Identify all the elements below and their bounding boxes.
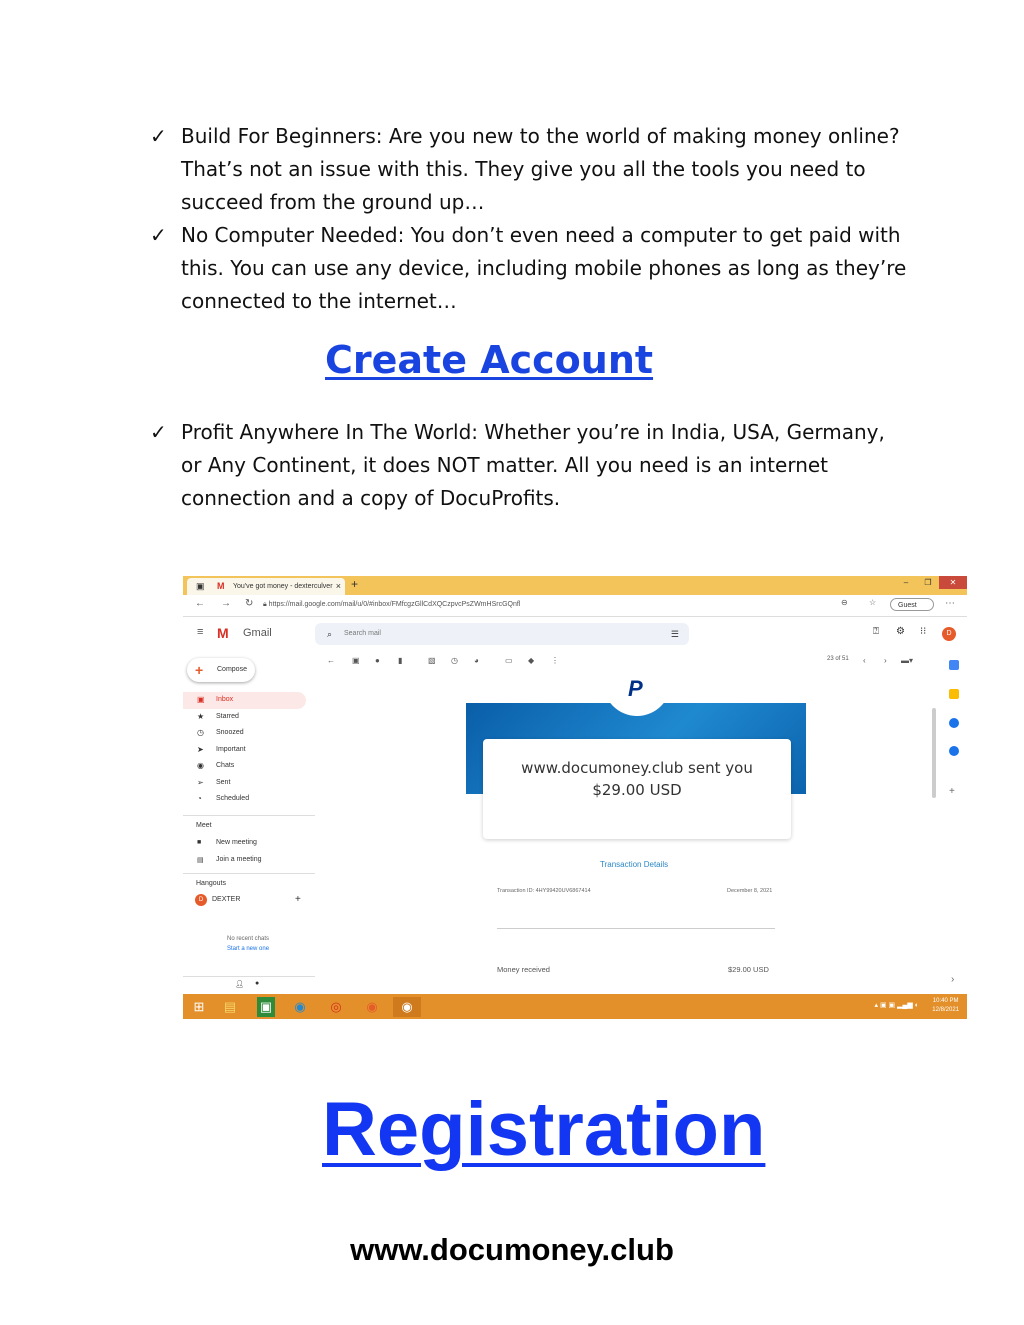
payment-card [483, 739, 791, 839]
url-text: https://mail.google.com/mail/u/0/#inbox/FMfcgzGllCdXQCzpvcPsZWmHSrcGQnfl [268, 601, 521, 608]
sidebar-item-inbox[interactable] [183, 692, 306, 709]
feature-text: Build For Beginners: Are you new to the world of making money online? That’s not an issue with this. They give you all the tools you need to succeed from the ground up… [181, 124, 900, 214]
back-icon[interactable]: ← [195, 598, 205, 609]
start-chat-link[interactable]: Start a new one [227, 946, 270, 952]
address-bar [183, 595, 967, 617]
transaction-id: Transaction ID: 4HY99420UV6867414 [497, 888, 591, 894]
important-icon: ➤ [197, 744, 204, 754]
window-close-icon[interactable]: ✕ [939, 576, 967, 589]
mark-unread-icon[interactable]: ▧ [428, 656, 436, 665]
next-page-icon[interactable]: › [884, 656, 887, 665]
gmail-logo-icon[interactable]: M [217, 625, 229, 641]
create-account-link[interactable]: Create Account [325, 338, 654, 382]
guest-profile-button[interactable] [890, 598, 934, 611]
add-task-icon[interactable]: ◕ [474, 656, 479, 665]
prev-page-icon[interactable]: ‹ [863, 656, 866, 665]
move-icon[interactable]: ▭ [505, 656, 513, 665]
gear-icon[interactable]: ⚙ [896, 626, 905, 637]
keyboard-icon: ▤ [197, 857, 204, 864]
no-chats-text: No recent chats [227, 936, 270, 942]
zoom-icon[interactable]: ⊖ [841, 598, 848, 607]
tab-icon: ▣ [196, 581, 205, 591]
favorites-icon[interactable]: ☆ [869, 598, 877, 607]
website-url: www.documoney.club [350, 1232, 674, 1267]
refresh-icon[interactable]: ↻ [245, 598, 254, 609]
edge-active-icon[interactable]: ◉ [393, 997, 421, 1017]
new-tab-icon[interactable]: + [351, 577, 359, 591]
sidebar [183, 692, 315, 808]
gmail-header [183, 617, 967, 651]
browser-tab[interactable] [187, 578, 345, 595]
menu-icon[interactable]: ≡ [197, 626, 204, 638]
gmail-m-icon: M [217, 581, 225, 591]
search-placeholder: Search mail [344, 630, 381, 637]
join-meeting-link[interactable]: Join a meeting [216, 856, 262, 863]
avatar[interactable]: D [942, 627, 956, 641]
feature-list-top [148, 120, 908, 318]
contacts-icon[interactable] [949, 746, 959, 756]
archive-icon[interactable]: ▣ [352, 656, 360, 665]
expand-panel-icon[interactable]: › [951, 974, 955, 985]
tasks-icon[interactable] [949, 718, 959, 728]
chat-icon: ◉ [197, 761, 204, 770]
file-explorer-icon[interactable]: ▤ [223, 999, 237, 1014]
close-tab-icon[interactable]: × [335, 581, 341, 591]
email-toolbar [323, 656, 933, 672]
plus-icon: + [195, 662, 204, 678]
search-icon[interactable]: ⌕ [327, 629, 333, 639]
send-icon: ➢ [197, 777, 204, 787]
add-chat-icon[interactable]: + [295, 894, 301, 905]
divider [183, 873, 315, 874]
clock-date: 12/8/2021 [932, 1007, 959, 1013]
window-controls [895, 576, 967, 589]
divider [497, 928, 775, 929]
person-icon[interactable]: 👤︎ [235, 981, 244, 988]
checkmark-icon: ✓ [150, 223, 167, 247]
chrome-icon[interactable]: ◎ [330, 999, 342, 1014]
sidebar-item-sent[interactable] [183, 775, 315, 792]
maximize-icon[interactable]: ❐ [924, 578, 932, 587]
sender-line: www.documoney.club sent you [521, 759, 753, 777]
paypal-logo-icon: P [628, 676, 643, 701]
transaction-details-link[interactable]: Transaction Details [600, 860, 669, 869]
calendar-icon[interactable] [949, 660, 959, 670]
input-tools-icon[interactable]: ▬▾ [901, 656, 914, 665]
new-meeting-link[interactable]: New meeting [216, 839, 257, 846]
lock-icon: 🔒︎ [263, 601, 269, 608]
sidebar-item-snoozed[interactable] [183, 725, 315, 742]
inbox-icon: ▣ [197, 695, 205, 704]
windows-start-icon[interactable]: ⊞ [193, 999, 205, 1014]
hangouts-avatar[interactable]: D [195, 894, 207, 906]
hangouts-user[interactable]: DEXTER [212, 896, 241, 903]
divider [183, 976, 315, 977]
sidebar-item-important[interactable] [183, 742, 315, 759]
compose-label: Compose [217, 666, 247, 673]
sidebar-item-chats[interactable] [183, 758, 315, 775]
keep-icon[interactable] [949, 689, 959, 699]
sidebar-item-label: Sent [216, 778, 231, 786]
list-item [148, 120, 908, 219]
scrollbar[interactable] [932, 708, 936, 798]
delete-icon[interactable]: ▮ [398, 656, 403, 665]
clock-time: 10:40 PM [932, 998, 959, 1004]
url-field[interactable] [263, 598, 843, 612]
guest-label: Guest [898, 602, 917, 609]
list-item [148, 219, 908, 318]
sidebar-item-scheduled[interactable] [183, 791, 315, 808]
edge-icon[interactable]: ◉ [294, 999, 306, 1014]
sidebar-item-label: Scheduled [216, 795, 250, 802]
divider [183, 815, 315, 816]
amount-line: $29.00 USD [592, 781, 682, 799]
chat-bubble-icon[interactable]: ● [255, 980, 260, 987]
checkmark-icon: ✓ [150, 420, 167, 444]
help-icon[interactable]: ⍰ [873, 626, 879, 637]
star-icon: ★ [197, 711, 205, 721]
sidebar-item-label: Important [216, 745, 246, 753]
sidebar-item-label: Inbox [216, 696, 234, 703]
tab-title: You've got money - dexterculver [233, 583, 333, 590]
more-icon[interactable]: ⋯ [945, 598, 955, 609]
payment-message [483, 757, 791, 801]
feature-text: Profit Anywhere In The World: Whether you’re in India, USA, Germany, or Any Continent, it does NOT matter. All you need is an internet connection and a copy of DocuProfits. [181, 420, 885, 510]
search-input[interactable] [315, 623, 689, 645]
forward-icon[interactable]: → [221, 598, 231, 609]
gmail-label: Gmail [243, 627, 272, 639]
store-icon[interactable]: ▣ [257, 997, 275, 1017]
browser-tab-bar [183, 576, 967, 595]
transaction-date: December 8, 2021 [727, 888, 773, 894]
checkmark-icon: ✓ [150, 124, 167, 148]
minimize-icon[interactable]: – [903, 578, 909, 587]
sidebar-item-label: Snoozed [216, 729, 244, 736]
money-received-label: Money received [497, 965, 550, 974]
system-tray-icons[interactable]: ▴ ▣ ▣ ▂▄▆ ◐ [874, 1002, 919, 1009]
video-icon: ■ [197, 839, 202, 846]
snooze-icon[interactable]: ◷ [451, 656, 458, 665]
compose-button[interactable] [187, 658, 255, 682]
label-icon[interactable]: ◆ [528, 656, 535, 665]
more-options-icon[interactable]: ⋮ [551, 656, 559, 665]
hangouts-heading: Hangouts [196, 880, 226, 887]
sidebar-item-label: Starred [216, 712, 239, 720]
feature-text: No Computer Needed: You don’t even need a computer to get paid with this. You can use any device, including mobile phones as long as they’re connected to the internet… [181, 223, 907, 313]
clock-icon: ◷ [197, 728, 204, 737]
back-to-inbox-icon[interactable]: ← [327, 656, 335, 665]
pagination: 23 of 51 [827, 656, 849, 662]
apps-icon[interactable]: ⁝⁝ [920, 626, 927, 637]
taskbar-clock[interactable] [932, 997, 959, 1015]
get-addons-icon[interactable]: + [949, 786, 955, 797]
sidebar-item-label: Chats [216, 762, 235, 769]
money-received-amount: $29.00 USD [728, 965, 769, 974]
firefox-icon[interactable]: ◉ [366, 999, 378, 1014]
list-item [148, 416, 908, 515]
gmail-screenshot [183, 576, 967, 1019]
schedule-icon: ◔ [197, 794, 202, 803]
sidebar-item-starred[interactable] [183, 709, 315, 726]
spam-icon[interactable]: ● [375, 656, 380, 665]
windows-taskbar [183, 994, 967, 1019]
meet-heading: Meet [196, 822, 212, 829]
filter-icon[interactable]: ☰ [670, 629, 679, 639]
registration-link[interactable]: Registration [322, 1087, 766, 1172]
feature-list-bottom [148, 416, 908, 515]
